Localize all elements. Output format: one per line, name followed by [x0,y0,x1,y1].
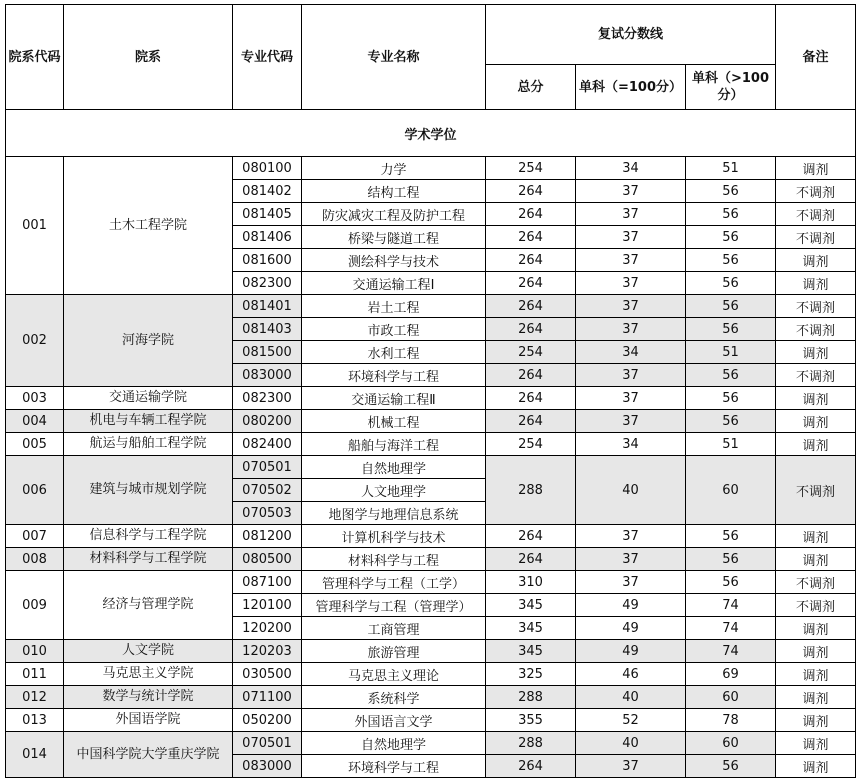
total-score-cell: 264 [486,295,576,318]
single-100-cell: 49 [576,640,686,663]
major-code-cell: 080500 [233,548,302,571]
note-cell: 调剂 [776,548,856,571]
total-score-cell: 254 [486,433,576,456]
single-100-cell: 37 [576,272,686,295]
total-score-cell: 264 [486,203,576,226]
major-name-cell: 水利工程 [302,341,486,364]
table-row [6,157,856,180]
table-row [6,732,856,755]
single-gt100-cell: 56 [686,295,776,318]
major-code-cell: 070502 [233,479,302,502]
single-100-cell: 34 [576,341,686,364]
header-single-100: 单科（=100分） [576,65,686,110]
major-name-cell: 地图学与地理信息系统 [302,502,486,525]
total-score-cell: 264 [486,226,576,249]
total-score-cell: 264 [486,410,576,433]
major-code-cell: 083000 [233,755,302,778]
note-cell: 不调剂 [776,295,856,318]
note-cell: 不调剂 [776,594,856,617]
dept-code-cell: 011 [6,663,64,686]
single-100-cell: 37 [576,571,686,594]
table-row [6,548,856,571]
single-gt100-cell: 56 [686,180,776,203]
major-code-cell: 120100 [233,594,302,617]
major-code-cell: 070503 [233,502,302,525]
major-name-cell: 力学 [302,157,486,180]
dept-code-cell: 007 [6,525,64,548]
total-score-cell: 345 [486,640,576,663]
total-score-cell: 264 [486,364,576,387]
table-row [6,456,856,479]
header-retest-line: 复试分数线 [486,5,776,65]
major-name-cell: 计算机科学与技术 [302,525,486,548]
single-100-cell: 37 [576,548,686,571]
note-cell: 调剂 [776,387,856,410]
total-score-cell: 355 [486,709,576,732]
major-code-cell: 081600 [233,249,302,272]
single-gt100-cell: 56 [686,410,776,433]
single-100-cell: 37 [576,203,686,226]
dept-code-cell: 002 [6,295,64,387]
major-code-cell: 082300 [233,387,302,410]
major-name-cell: 环境科学与工程 [302,755,486,778]
major-name-cell: 工商管理 [302,617,486,640]
total-score-cell: 264 [486,272,576,295]
major-name-cell: 防灾减灾工程及防护工程 [302,203,486,226]
note-cell: 调剂 [776,640,856,663]
dept-code-cell: 014 [6,732,64,778]
single-100-cell: 40 [576,732,686,755]
total-score-cell: 288 [486,686,576,709]
dept-name-cell: 交通运输学院 [64,387,233,410]
single-gt100-cell: 56 [686,571,776,594]
table-row [6,410,856,433]
note-cell: 调剂 [776,272,856,295]
single-gt100-cell: 56 [686,364,776,387]
retest-score-table [5,4,856,778]
note-cell: 调剂 [776,755,856,778]
major-code-cell: 081406 [233,226,302,249]
total-score-cell: 264 [486,755,576,778]
total-score-cell: 254 [486,341,576,364]
dept-name-cell: 中国科学院大学重庆学院 [64,732,233,778]
single-gt100-cell: 74 [686,617,776,640]
major-name-cell: 岩土工程 [302,295,486,318]
single-100-cell: 49 [576,617,686,640]
single-gt100-cell: 51 [686,157,776,180]
major-code-cell: 082300 [233,272,302,295]
major-name-cell: 管理科学与工程（管理学） [302,594,486,617]
note-cell: 调剂 [776,410,856,433]
note-cell: 不调剂 [776,456,856,525]
single-100-cell: 37 [576,295,686,318]
note-cell: 不调剂 [776,226,856,249]
header-total: 总分 [486,65,576,110]
major-name-cell: 测绘科学与技术 [302,249,486,272]
note-cell: 调剂 [776,732,856,755]
dept-code-cell: 013 [6,709,64,732]
major-name-cell: 市政工程 [302,318,486,341]
dept-code-cell: 009 [6,571,64,640]
table-row [6,640,856,663]
header-single-gt100: 单科（>100分） [686,65,776,110]
single-gt100-cell: 56 [686,755,776,778]
note-cell: 调剂 [776,433,856,456]
dept-name-cell: 马克思主义学院 [64,663,233,686]
major-name-cell: 结构工程 [302,180,486,203]
single-gt100-cell: 78 [686,709,776,732]
major-name-cell: 机械工程 [302,410,486,433]
major-name-cell: 管理科学与工程（工学） [302,571,486,594]
single-gt100-cell: 60 [686,732,776,755]
total-score-cell: 264 [486,180,576,203]
header-note: 备注 [776,5,856,110]
single-gt100-cell: 74 [686,640,776,663]
header-dept-code: 院系代码 [6,5,64,110]
major-name-cell: 人文地理学 [302,479,486,502]
major-code-cell: 081403 [233,318,302,341]
header-major-code: 专业代码 [233,5,302,110]
single-100-cell: 49 [576,594,686,617]
major-code-cell: 050200 [233,709,302,732]
single-100-cell: 46 [576,663,686,686]
major-code-cell: 081200 [233,525,302,548]
major-name-cell: 交通运输工程Ⅰ [302,272,486,295]
major-code-cell: 087100 [233,571,302,594]
dept-code-cell: 010 [6,640,64,663]
single-100-cell: 34 [576,433,686,456]
single-100-cell: 40 [576,686,686,709]
table-row [6,709,856,732]
single-100-cell: 37 [576,318,686,341]
dept-name-cell: 建筑与城市规划学院 [64,456,233,525]
dept-code-cell: 012 [6,686,64,709]
header-major-name: 专业名称 [302,5,486,110]
single-gt100-cell: 51 [686,341,776,364]
major-name-cell: 外国语言文学 [302,709,486,732]
single-100-cell: 37 [576,755,686,778]
dept-name-cell: 材料科学与工程学院 [64,548,233,571]
dept-name-cell: 航运与船舶工程学院 [64,433,233,456]
major-code-cell: 080100 [233,157,302,180]
dept-name-cell: 人文学院 [64,640,233,663]
major-name-cell: 材料科学与工程 [302,548,486,571]
major-name-cell: 桥梁与隧道工程 [302,226,486,249]
major-code-cell: 081405 [233,203,302,226]
note-cell: 调剂 [776,686,856,709]
total-score-cell: 264 [486,525,576,548]
major-code-cell: 083000 [233,364,302,387]
dept-name-cell: 数学与统计学院 [64,686,233,709]
single-gt100-cell: 60 [686,686,776,709]
single-gt100-cell: 56 [686,272,776,295]
note-cell: 不调剂 [776,571,856,594]
single-gt100-cell: 69 [686,663,776,686]
note-cell: 调剂 [776,617,856,640]
table-body [6,110,856,778]
major-name-cell: 船舶与海洋工程 [302,433,486,456]
note-cell: 不调剂 [776,318,856,341]
total-score-cell: 264 [486,548,576,571]
total-score-cell: 288 [486,456,576,525]
single-gt100-cell: 56 [686,387,776,410]
single-gt100-cell: 74 [686,594,776,617]
major-code-cell: 071100 [233,686,302,709]
table-row [6,525,856,548]
table-row [6,686,856,709]
note-cell: 不调剂 [776,180,856,203]
note-cell: 不调剂 [776,364,856,387]
major-name-cell: 马克思主义理论 [302,663,486,686]
note-cell: 调剂 [776,249,856,272]
dept-code-cell: 008 [6,548,64,571]
table-row [6,433,856,456]
single-gt100-cell: 56 [686,226,776,249]
section-title: 学术学位 [6,110,856,157]
major-name-cell: 旅游管理 [302,640,486,663]
dept-name-cell: 河海学院 [64,295,233,387]
single-100-cell: 37 [576,249,686,272]
single-gt100-cell: 56 [686,525,776,548]
single-gt100-cell: 56 [686,203,776,226]
major-code-cell: 120203 [233,640,302,663]
major-code-cell: 081402 [233,180,302,203]
dept-code-cell: 003 [6,387,64,410]
dept-name-cell: 土木工程学院 [64,157,233,295]
note-cell: 调剂 [776,525,856,548]
total-score-cell: 345 [486,594,576,617]
major-name-cell: 自然地理学 [302,732,486,755]
major-code-cell: 120200 [233,617,302,640]
dept-name-cell: 机电与车辆工程学院 [64,410,233,433]
single-gt100-cell: 60 [686,456,776,525]
dept-code-cell: 001 [6,157,64,295]
single-100-cell: 37 [576,525,686,548]
note-cell: 不调剂 [776,203,856,226]
dept-code-cell: 006 [6,456,64,525]
table-row [6,663,856,686]
total-score-cell: 325 [486,663,576,686]
dept-name-cell: 信息科学与工程学院 [64,525,233,548]
single-gt100-cell: 56 [686,249,776,272]
table-row [6,571,856,594]
total-score-cell: 310 [486,571,576,594]
major-code-cell: 070501 [233,732,302,755]
major-name-cell: 环境科学与工程 [302,364,486,387]
header-dept: 院系 [64,5,233,110]
single-gt100-cell: 56 [686,318,776,341]
dept-name-cell: 经济与管理学院 [64,571,233,640]
total-score-cell: 264 [486,318,576,341]
major-code-cell: 070501 [233,456,302,479]
major-code-cell: 030500 [233,663,302,686]
note-cell: 调剂 [776,709,856,732]
dept-code-cell: 005 [6,433,64,456]
single-100-cell: 37 [576,410,686,433]
major-name-cell: 交通运输工程Ⅱ [302,387,486,410]
major-code-cell: 080200 [233,410,302,433]
single-100-cell: 34 [576,157,686,180]
note-cell: 调剂 [776,663,856,686]
major-code-cell: 081401 [233,295,302,318]
single-100-cell: 37 [576,387,686,410]
note-cell: 调剂 [776,341,856,364]
major-name-cell: 系统科学 [302,686,486,709]
total-score-cell: 254 [486,157,576,180]
total-score-cell: 264 [486,387,576,410]
single-100-cell: 37 [576,180,686,203]
single-100-cell: 37 [576,364,686,387]
major-code-cell: 081500 [233,341,302,364]
note-cell: 调剂 [776,157,856,180]
total-score-cell: 264 [486,249,576,272]
total-score-cell: 288 [486,732,576,755]
single-100-cell: 40 [576,456,686,525]
single-gt100-cell: 56 [686,548,776,571]
single-gt100-cell: 51 [686,433,776,456]
dept-code-cell: 004 [6,410,64,433]
major-name-cell: 自然地理学 [302,456,486,479]
table-row [6,295,856,318]
dept-name-cell: 外国语学院 [64,709,233,732]
single-100-cell: 37 [576,226,686,249]
table-row [6,387,856,410]
single-100-cell: 52 [576,709,686,732]
major-code-cell: 082400 [233,433,302,456]
total-score-cell: 345 [486,617,576,640]
